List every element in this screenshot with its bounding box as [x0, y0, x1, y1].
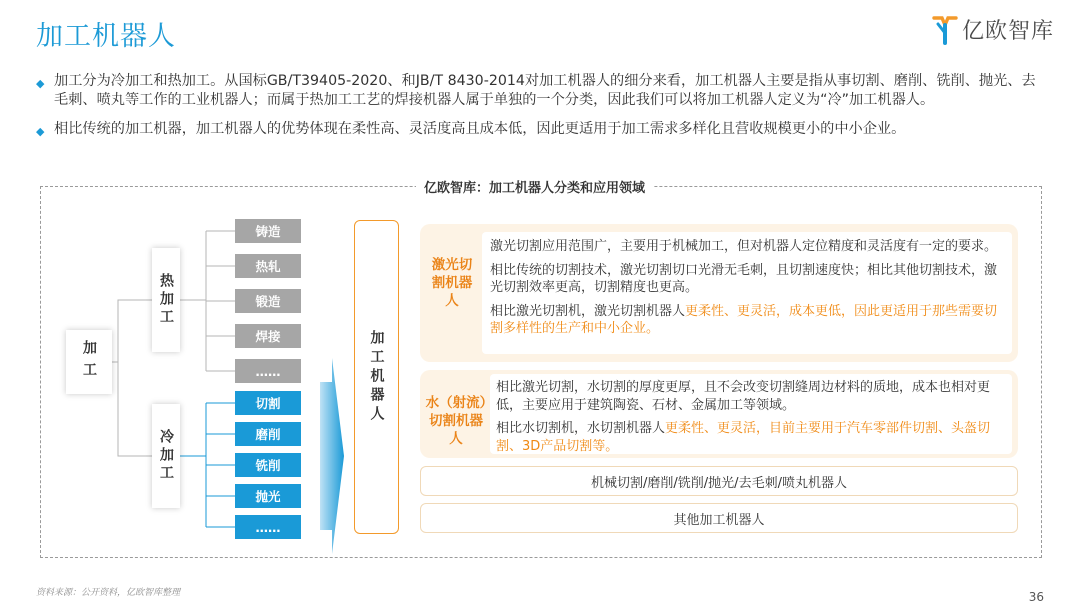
- leaf-cutting: 切割: [235, 391, 301, 415]
- mechanical-robots-row: 机械切割/磨削/铣削/抛光/去毛刺/喷丸机器人: [420, 466, 1018, 496]
- cold-node-label: 冷加工: [158, 429, 174, 483]
- bullet-text: 加工分为冷加工和热加工。从国标GB/T39405-2020、和JB/T 8430-2014对加工机器人的细分来看，加工机器人主要是指从事切割、磨削、铣削、抛光、去毛刺、喷丸等工作的工业机器人；而属于热加工工艺的焊接机器人属于单独的一个分类，因此我们可以将加工机器人定义为“冷”加工机器人。: [54, 73, 1036, 108]
- processing-robot-node: [354, 220, 399, 534]
- leaf-cold-more: ……: [235, 515, 301, 539]
- hot-node-label: 热加工: [158, 273, 174, 327]
- right-arrow-icon: [320, 358, 344, 554]
- diamond-bullet-icon: ◆: [36, 125, 45, 138]
- water-desc-p1: 相比激光切割，水切割的厚度更厚，且不会改变切割缝周边材料的质地，成本也相对更低，主要应用于建筑陶瓷、石材、金属加工等领域。: [496, 380, 991, 413]
- source-note: 资料来源：公开资料，亿欧智库整理: [36, 588, 181, 598]
- water-desc-p2-plain: 相比水切割机，水切割机器人: [496, 421, 666, 436]
- node-cold-processing: [152, 404, 180, 508]
- logo-text: 亿欧智库: [961, 19, 1054, 44]
- water-cutting-label: 水（射流）切割机器人: [425, 395, 487, 447]
- leaf-hot-more: ……: [235, 359, 301, 383]
- laser-cutting-desc: [482, 232, 1012, 354]
- laser-desc-p3-highlight: 更柔性、更灵活，成本更低，因此更适用于那些需要切割多样性的生产和中小企业。: [490, 303, 998, 336]
- leaf-polishing: 抛光: [235, 484, 301, 508]
- diagram-title: 亿欧智库：加工机器人分类和应用领域: [416, 177, 653, 196]
- laser-cutting-label: 激光切割机器人: [431, 257, 473, 309]
- laser-desc-p2: 相比传统的切割技术，激光切割切口光滑无毛刺，且切割速度快；相比其他切割技术，激光切割效率更高，切割精度也更高。: [490, 262, 998, 295]
- laser-desc-p3: [490, 303, 1004, 338]
- leaf-grinding: 磨削: [235, 422, 301, 446]
- node-hot-processing: [152, 248, 180, 352]
- root-node-processing: [66, 330, 112, 394]
- laser-desc-p1: 激光切割应用范围广，主要用于机械加工，但对机器人定位精度和灵活度有一定的要求。: [490, 239, 998, 254]
- root-node-label: 加工: [81, 340, 97, 384]
- leaf-casting: 铸造: [235, 219, 301, 243]
- bullet-text: 相比传统的加工机器，加工机器人的优势体现在柔性高、灵活度高且成本低，因此更适用于加工需求多样化且营收规模更小的中小企业。: [54, 121, 906, 137]
- water-desc-p2-highlight: 更柔性、更灵活，目前主要用于汽车零部件切割、头盔切割、3D产品切割等。: [496, 421, 991, 454]
- water-cutting-card: [420, 370, 1018, 458]
- other-robots-row: 其他加工机器人: [420, 503, 1018, 533]
- leaf-welding: 焊接: [235, 324, 301, 348]
- page-title: 加工机器人: [36, 21, 176, 52]
- diamond-bullet-icon: ◆: [36, 77, 45, 90]
- laser-desc-p3-plain: 相比激光切割机，激光切割机器人: [490, 303, 686, 319]
- robot-node-label: 加工机器人: [368, 329, 385, 425]
- page-number: 36: [1028, 590, 1044, 604]
- leaf-hot-rolling: 热轧: [235, 254, 301, 278]
- leaf-milling: 铣削: [235, 453, 301, 477]
- leaf-forging: 锻造: [235, 289, 301, 313]
- water-cutting-desc: [490, 374, 1012, 454]
- water-desc-p2: [496, 420, 1006, 455]
- laser-cutting-card: [420, 224, 1018, 362]
